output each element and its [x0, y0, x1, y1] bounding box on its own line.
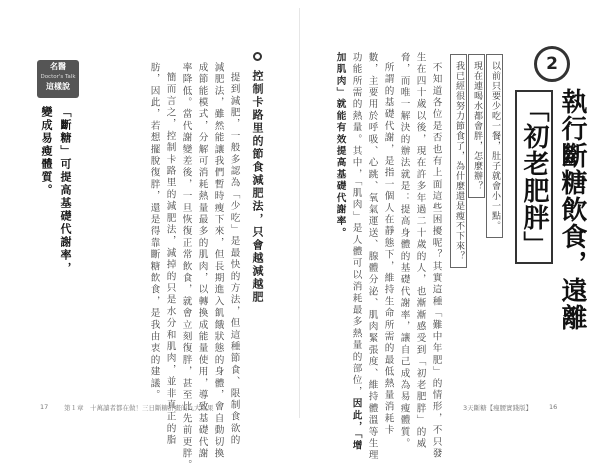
right-body-line-6-text: 功能所需的熱量。其中，「肌肉」是人體可以消耗最多熱量的部位，: [350, 52, 362, 399]
right-body-line-5: 數，主要用於呼吸、心跳、氧氣運送、腺體分泌、肌肉緊張度、維持體溫等生理: [366, 52, 378, 462]
doctor-tip-line-2: 變成易瘦體質。: [40, 106, 53, 197]
title-bracket-box: [515, 90, 553, 264]
left-body-line-1: 提到減肥，一般多認為「少吃」是最快的方法，但這種節食、限制食欲的: [228, 72, 240, 447]
doctor-tip-line-1: 「斷糖」可提高基礎代謝率，: [59, 106, 72, 275]
right-body-line-6-bold: 因此，「增: [350, 398, 362, 452]
left-page-number: 17: [40, 403, 49, 411]
right-page-number: 16: [549, 403, 558, 411]
chapter-number-badge: [534, 46, 570, 82]
page-gutter: [299, 8, 300, 418]
badge-title: 名醫: [50, 62, 66, 71]
bullet-circle-icon: [253, 52, 262, 61]
right-body-line-2: 生在四十歲以後，現在許多年過二十歲的人，也漸漸感受到「初老肥胖」的威: [414, 52, 426, 450]
left-body-line-4: 率降低。當代謝變差後，一旦恢復正常飲食，就會立刻復胖，甚至比先前更胖。: [180, 62, 192, 472]
title-line-2: [521, 90, 547, 264]
chapter-number: 2: [546, 54, 558, 74]
left-running-footer: 第１章 十萬讀者都在做！三日斷糖計畫的九大效果: [64, 404, 214, 412]
quote-box-1: 以前只要少吃一餐，肚子就會小一點。: [486, 54, 503, 238]
right-body-line-4: 所謂的基礎代謝，是指一個人在靜態下，維持生命所需的最低熱量消耗卡: [382, 62, 394, 437]
right-body-line-6: [351, 52, 361, 452]
quote-box-3: 我已經很努力節食了，為什麼還是瘦不下來？: [450, 54, 467, 268]
title-line-1: 執行斷糖飲食，遠離: [557, 88, 587, 331]
right-body-line-1: 不知道各位是否也有上面這些困擾呢？其實這種「難中年肥」的情形，不只發: [430, 62, 442, 460]
section-subhead-text: 控制卡路里的節食減肥法，只會越減越肥: [251, 69, 264, 304]
title-line-2-text: 「初老肥胖」: [519, 96, 549, 258]
badge-caption: 這樣說: [46, 82, 70, 91]
left-body-line-5: 簡而言之，控制卡路里的減肥法，減掉的只是水分和肌肉，並非真正的脂: [164, 72, 176, 447]
section-subhead: [252, 52, 263, 304]
right-body-line-3: 脅，而唯一解決的辦法就是：提高身體的基礎代謝率，讓自己成為易瘦體質。: [398, 52, 410, 450]
doctor-talk-badge: [37, 60, 79, 98]
left-body-line-3: 成節能模式，分解可消耗熱量最多的肌肉，以轉換成能量使用，導致基礎代謝: [196, 62, 208, 460]
badge-subtitle: Doctor's Talk: [40, 74, 76, 80]
right-running-footer: 3天斷糖【瘦腰實踐版】: [463, 404, 533, 412]
quote-box-2: 現在連喝水都會胖，怎麼辦？: [468, 54, 485, 198]
left-body-line-6: 肪，因此，若想擺脫復胖，還是得靠斷糖飲食，是我由衷的建議。: [148, 62, 160, 402]
right-body-line-7: 加肌肉」就能有效提高基礎代謝率。: [334, 52, 346, 240]
left-body-line-2: 減肥法，雖然能讓我們暫時瘦下來，但長期進入飢餓狀態的身體，會自動切換: [212, 62, 224, 460]
